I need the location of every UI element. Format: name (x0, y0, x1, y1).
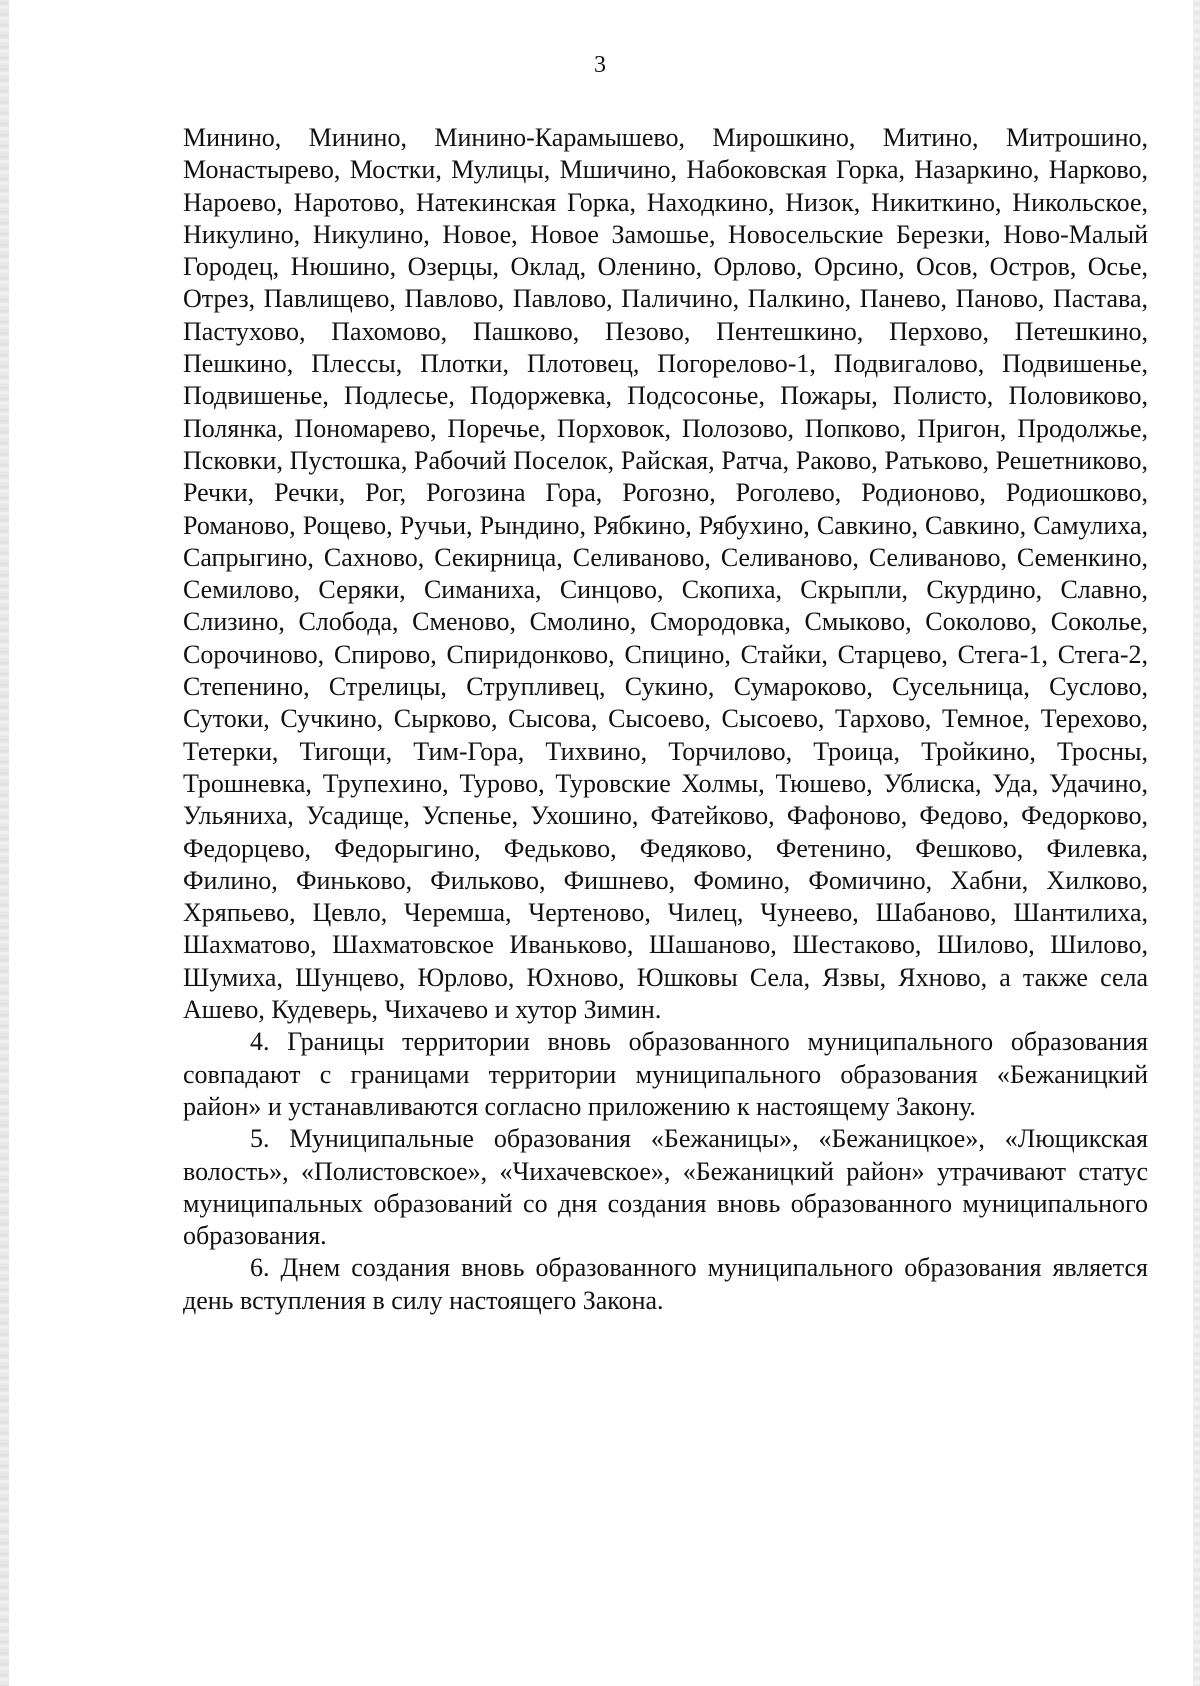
scan-edge-left (0, 0, 9, 1686)
clause-6-paragraph: 6. Днем создания вновь образованного муниципального образования является день вступления в силу настоящего Закона. (183, 1253, 1148, 1315)
page-number: 3 (594, 52, 606, 78)
settlements-list-paragraph: Минино, Минино, Минино-Карамышево, Мирошкино, Митино, Митрошино, Монастырево, Мостки, Мулицы, Мшичино, Набоковская Горка, Назаркино, Нарково, Нароево, Наротово, Натекинская Горка, Находкино, Низок, Никиткино, Никольское, Никулино, Никулино, Новое, Новое Замошье, Новосельские Березки, Ново-Малый Городец, Нюшино, Озерцы, Оклад, Оленино, Орлово, Орсино, Осов, Остров, Осье, Отрез, Павлищево, Павлово, Павлово, Паличино, Палкино, Панево, Паново, Пастава, Пастухово, Пахомово, Пашково, Пезово, Пентешкино, Перхово, Петешкино, Пешкино, Плессы, Плотки, Плотовец, Погорелово-1, Подвигалово, Подвишенье, Подвишенье, Подлесье, Подоржевка, Подсосонье, Пожары, Полисто, Половиково, Полянка, Пономарево, Поречье, Порховок, Полозово, Попково, Пригон, Продолжье, Псковки, Пустошка, Рабочий Поселок, Райская, Ратча, Раково, Ратьково, Решетниково, Речки, Речки, Рог, Рогозина Гора, Рогозно, Роголево, Родионово, Родиошково, Романово, Рощево, Ручьи, Рындино, Рябкино, Рябухино, Савкино, Савкино, Самулиха, Сапрыгино, Сахново, Секирница, Селиваново, Селиваново, Селиваново, Семенкино, Семилово, Серяки, Симаниха, Синцово, Скопиха, Скрыпли, Скурдино, Славно, Слизино, Слобода, Сменово, Смолино, Смородовка, Смыково, Соколово, Сокольe, Сорочиново, Спирово, Спиридонково, Спицино, Стайки, Старцево, Стега-1, Стега-2, Степенино, Стрелицы, Струпливец, Сукино, Сумароково, Сусельница, Суслово, Сутоки, Сучкино, Сырково, Сысова, Сысоево, Сысоево, Тархово, Темное, Терехово, Тетерки, Тигощи, Тим-Гора, Тихвино, Торчилово, Троица, Тройкино, Тросны, Трошневка, Трупехино, Турово, Туровские Холмы, Тюшево, Ублиска, Уда, Удачино, Ульяниха, Усадище, Успенье, Ухошино, Фатейково, Фафоново, Федово, Федорково, Федорцево, Федорыгино, Федьково, Федяково, Фетенино, Фешково, Филевка, Филино, Финьково, Фильково, Фишнево, Фомино, Фомичино, Хабни, Хилково, Хряпьево, Цевло, Черемша, Чертеново, Чилец, Чунеево, Шабаново, Шантилиха, Шахматово, Шахматовское Иваньково, Шашаново, Шестаково, Шилово, Шилово, Шумиха, Шунцево, Юрлово, Юхново, Юшковы Села, Язвы, Яхново, а также села Ашево, Кудеверь, Чихачево и хутор Зимин. (183, 123, 1148, 1025)
clause-4-paragraph: 4. Границы территории вновь образованного муниципального образования совпадают с границами территории муниципального образования «Бежаницкий район» и устанавливаются согласно приложению к настоящему Закону. (183, 1027, 1148, 1121)
document-body (183, 122, 1148, 1317)
scan-edge-right (1193, 0, 1200, 1686)
clause-5-paragraph: 5. Муниципальные образования «Бежаницы», «Бежаницкое», «Лющикская волость», «Полистовское», «Чихачевское», «Бежаницкий район» утрачивают статус муниципальных образований со дня создания вновь образованного муниципального образования. (183, 1124, 1148, 1251)
